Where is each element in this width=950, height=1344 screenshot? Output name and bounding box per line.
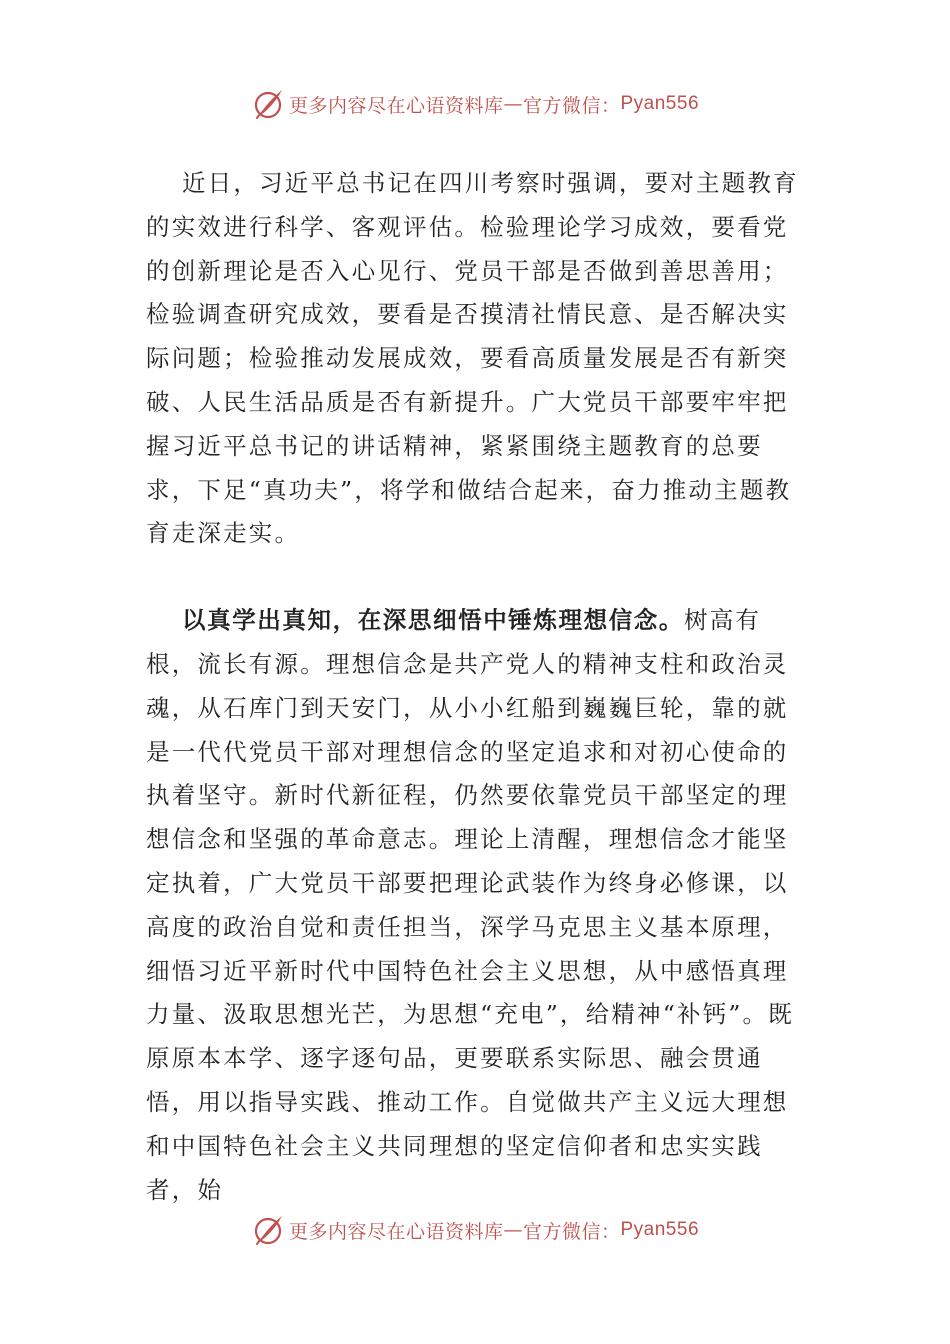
header-wechat-label: 官方微信：	[522, 94, 621, 117]
paragraph-1: 近日，习近平总书记在四川考察时强调，要对主题教育的实效进行科学、客观评估。检验理论学习成效，要看党的创新理论是否入心见行、党员干部是否做到善思善用；检验调查研究成效，要看是否摸清社情民意、是否解决实际问题；检验推动发展成效，要看高质量发展是否有新突破、人民生活品质是否有新提升。广大党员干部要牢牢把握习近平总书记的讲话精神，紧紧围绕主题教育的总要求，下足“真功夫”，将学和做结合起来，奋力推动主题教育走深走实。	[146, 169, 799, 548]
quill-pen-logo-icon	[251, 87, 285, 121]
footer-watermark	[0, 1210, 950, 1250]
article-body	[146, 162, 808, 1212]
paragraph-2-lead: 以真学出真知，在深思细悟中锤炼理想信念。	[182, 606, 684, 635]
footer-wechat-label: 官方微信：	[522, 1220, 621, 1243]
footer-wechat-id: Pyan556	[620, 1219, 700, 1240]
header-dash: —	[503, 93, 523, 115]
footer-site-text: 更多内容尽在心语资料库	[288, 1220, 504, 1243]
header-wechat-id: Pyan556	[620, 93, 700, 114]
header-site-text: 更多内容尽在心语资料库	[288, 94, 504, 117]
header-watermark	[0, 84, 950, 124]
paragraph-2	[146, 599, 808, 1212]
quill-pen-logo-icon	[251, 1213, 285, 1247]
footer-dash: —	[503, 1219, 523, 1241]
paragraph-2-body: 树高有根，流长有源。理想信念是共产党人的精神支柱和政治灵魂，从石库门到天安门，从小小红船到巍巍巨轮，靠的就是一代代党员干部对理想信念的坚定追求和对初心使命的执着坚守。新时代新征程，仍然要依靠党员干部坚定的理想信念和坚强的革命意志。理论上清醒，理想信念才能坚定执着，广大党员干部要把理论武装作为终身必修课，以高度的政治自觉和责任担当，深学马克思主义基本原理，细悟习近平新时代中国特色社会主义思想，从中感悟真理力量、汲取思想光芒，为思想“充电”，给精神“补钙”。既原原本本学、逐字逐句品，更要联系实际思、融会贯通悟，用以指导实践、推动工作。自觉做共产主义远大理想和中国特色社会主义共同理想的坚定信仰者和忠实实践者，始	[146, 606, 794, 1204]
